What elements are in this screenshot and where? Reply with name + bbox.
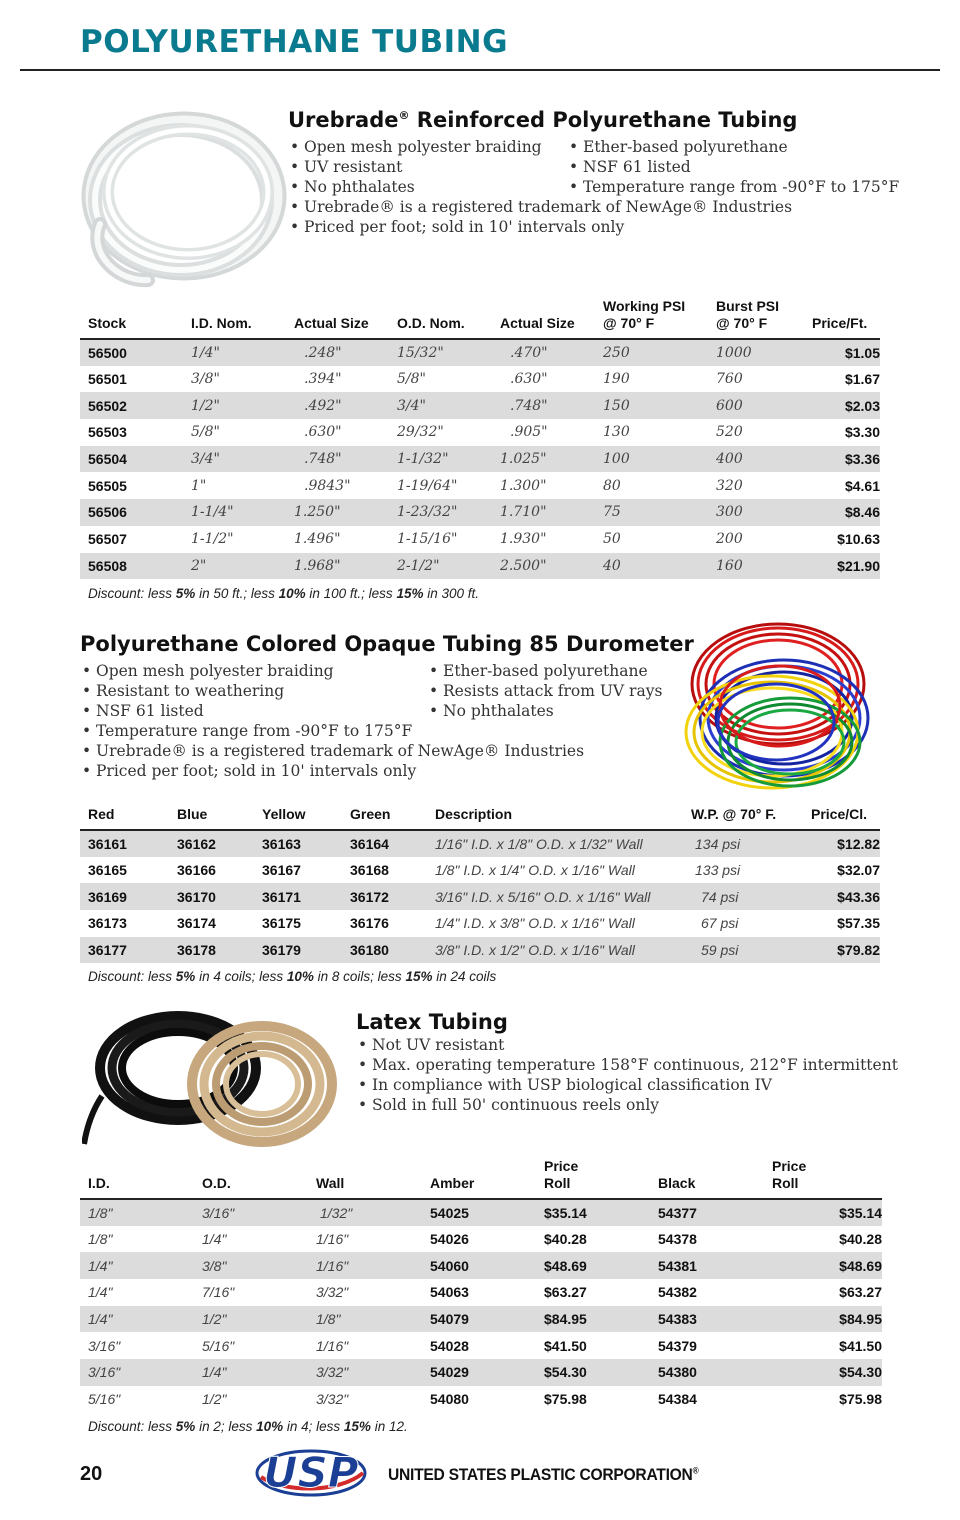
- cell-stock: 56506: [88, 504, 127, 521]
- cell: 1-1/2": [191, 531, 234, 548]
- col-header: O.D. Nom.: [397, 315, 465, 331]
- cell-price: $54.30: [544, 1364, 587, 1381]
- cell: 74 psi: [701, 888, 739, 905]
- cell-stock: 36180: [350, 942, 389, 959]
- cell-description: 1/8" I.D. x 1/4" O.D. x 1/16" Wall: [435, 862, 635, 879]
- cell: 1/2": [191, 397, 220, 414]
- bullet: • Temperature range from -90°F to 175°F: [82, 721, 584, 741]
- cell-price: $3.36: [844, 451, 880, 468]
- cell-stock: 36179: [262, 942, 301, 959]
- cell-price: $84.95: [839, 1311, 882, 1328]
- col-header: Green: [350, 806, 391, 822]
- cell: 3/8": [202, 1257, 227, 1274]
- urebrade-title: Urebrade® Reinforced Polyurethane Tubing: [288, 108, 798, 132]
- cell: 5/16": [202, 1337, 235, 1354]
- cell-price: $1.67: [844, 371, 880, 388]
- cell-stock: 56501: [88, 371, 127, 388]
- cell: 250: [603, 344, 630, 361]
- col-header: Wall: [316, 1175, 345, 1191]
- cell: .905": [510, 424, 548, 441]
- colored-bullets-right: [429, 661, 662, 721]
- cell-price: $4.61: [844, 477, 880, 494]
- title-rule: [20, 69, 940, 71]
- cell: .470": [510, 344, 548, 361]
- cell-stock: 54382: [658, 1284, 697, 1301]
- cell-stock: 36165: [88, 862, 127, 879]
- cell-price: $41.50: [544, 1337, 587, 1354]
- cell: 1/4": [88, 1311, 113, 1328]
- latex-tubing-coils-image: [82, 1004, 344, 1154]
- table-row: [80, 419, 880, 446]
- bullet: • No phthalates: [290, 177, 542, 197]
- col-header: Burst PSI @ 70° F: [716, 298, 780, 331]
- cell-stock: 56500: [88, 344, 127, 361]
- bullet: • NSF 61 listed: [82, 701, 334, 721]
- bullet: • Temperature range from -90°F to 175°F: [569, 177, 899, 197]
- cell: 29/32": [397, 424, 444, 441]
- cell-price: $40.28: [544, 1231, 587, 1248]
- col-header: Yellow: [262, 806, 306, 822]
- cell: 1/8": [88, 1231, 113, 1248]
- cell-price: $75.98: [544, 1391, 587, 1408]
- colored-bullets-left: [82, 661, 334, 721]
- bullet: • Resistant to weathering: [82, 681, 334, 701]
- cell: 1/8": [88, 1204, 113, 1221]
- table-row: [80, 857, 880, 884]
- cell: 5/16": [88, 1391, 121, 1408]
- colored-tubing-coils-image: [672, 614, 882, 806]
- cell-price: $40.28: [839, 1231, 882, 1248]
- table-row: [80, 553, 880, 580]
- cell-stock: 36169: [88, 888, 127, 905]
- cell-price: $84.95: [544, 1311, 587, 1328]
- cell: .492": [304, 397, 342, 414]
- cell-price: $41.50: [839, 1337, 882, 1354]
- cell-description: 1/4" I.D. x 3/8" O.D. x 1/16" Wall: [435, 915, 635, 932]
- cell: .9843": [304, 477, 351, 494]
- col-header: Amber: [430, 1175, 475, 1191]
- cell: .630": [304, 424, 342, 441]
- cell: 1.250": [294, 504, 341, 521]
- cell: 130: [603, 424, 630, 441]
- cell-price: $54.30: [839, 1364, 882, 1381]
- colored-title: Polyurethane Colored Opaque Tubing 85 Durometer: [80, 632, 694, 656]
- table-row: [80, 937, 880, 964]
- cell: 3/4": [191, 451, 220, 468]
- col-header: Price Roll: [772, 1158, 807, 1191]
- cell-stock: 56502: [88, 397, 127, 414]
- bullet: • Sold in full 50' continuous reels only: [358, 1095, 898, 1115]
- cell-description: 3/16" I.D. x 5/16" O.D. x 1/16" Wall: [435, 888, 651, 905]
- cell: .748": [510, 397, 548, 414]
- cell-price: $35.14: [839, 1204, 882, 1221]
- cell: 3/32": [316, 1364, 349, 1381]
- company-name: UNITED STATES PLASTIC CORPORATION®: [388, 1465, 699, 1484]
- cell: 59 psi: [701, 942, 739, 959]
- cell-price: $48.69: [544, 1257, 587, 1274]
- urebrade-discount: Discount: less 5% in 50 ft.; less 10% in 100 ft.; less 15% in 300 ft.: [88, 586, 480, 601]
- col-header: W.P. @ 70° F.: [691, 806, 777, 822]
- cell-stock: 54377: [658, 1204, 697, 1221]
- cell-price: $10.63: [837, 531, 880, 548]
- col-header: I.D. Nom.: [191, 315, 252, 331]
- cell-price: $8.46: [844, 504, 880, 521]
- colored-discount: Discount: less 5% in 4 coils; less 10% in 8 coils; less 15% in 24 coils: [88, 969, 497, 984]
- cell: 5/8": [191, 424, 220, 441]
- cell: .748": [304, 451, 342, 468]
- cell: 2.500": [500, 557, 547, 574]
- table-row: [80, 1359, 882, 1386]
- bullet: • Priced per foot; sold in 10' intervals only: [82, 761, 584, 781]
- table-row: [80, 1332, 882, 1359]
- cell: 1/4": [88, 1284, 113, 1301]
- colored-table: [80, 806, 880, 963]
- cell-stock: 56505: [88, 477, 127, 494]
- cell-stock: 36172: [350, 888, 389, 905]
- cell-stock: 36175: [262, 915, 301, 932]
- cell: 1.025": [500, 451, 547, 468]
- cell-description: 3/8" I.D. x 1/2" O.D. x 1/16" Wall: [435, 942, 635, 959]
- cell-stock: 56503: [88, 424, 127, 441]
- table-row: [80, 446, 880, 473]
- urebrade-table: [80, 298, 880, 579]
- cell-stock: 36171: [262, 888, 301, 905]
- table-row: [80, 1199, 882, 1226]
- cell-stock: 36174: [177, 915, 216, 932]
- cell: 320: [716, 477, 743, 494]
- cell: 1/8": [316, 1311, 341, 1328]
- cell-stock: 36166: [177, 862, 216, 879]
- cell-stock: 36176: [350, 915, 389, 932]
- bullet: • Priced per foot; sold in 10' intervals only: [290, 217, 792, 237]
- cell: 1/2": [202, 1311, 227, 1328]
- cell: 1/16": [316, 1337, 349, 1354]
- cell-stock: 54380: [658, 1364, 697, 1381]
- cell: .394": [304, 371, 342, 388]
- cell: 1.496": [294, 531, 341, 548]
- clear-tubing-coil-image: [78, 104, 290, 288]
- table-row: [80, 1279, 882, 1306]
- table-header-row: [80, 298, 880, 339]
- cell: 760: [716, 371, 743, 388]
- cell: 5/8": [397, 371, 426, 388]
- cell: 1": [191, 477, 207, 494]
- cell-price: $57.35: [837, 915, 880, 932]
- cell: 1.930": [500, 531, 547, 548]
- cell-stock: 36161: [88, 835, 127, 852]
- cell: 7/16": [202, 1284, 235, 1301]
- cell: 3/16": [88, 1364, 121, 1381]
- table-row: [80, 1226, 882, 1253]
- urebrade-bullets-full: [290, 197, 792, 237]
- cell-stock: 54028: [430, 1337, 469, 1354]
- latex-title: Latex Tubing: [356, 1010, 508, 1034]
- colored-bullets-full: [82, 721, 584, 781]
- col-header: Red: [88, 806, 115, 822]
- cell: 2-1/2": [397, 557, 440, 574]
- cell: 1.300": [500, 477, 547, 494]
- cell-stock: 36170: [177, 888, 216, 905]
- cell-stock: 54080: [430, 1391, 469, 1408]
- cell-price: $48.69: [839, 1257, 882, 1274]
- bullet: • Ether-based polyurethane: [429, 661, 662, 681]
- cell: 1/4": [191, 344, 220, 361]
- table-row: [80, 392, 880, 419]
- cell: 1-19/64": [397, 477, 458, 494]
- page-title: POLYURETHANE TUBING: [80, 24, 509, 60]
- cell: 1-23/32": [397, 504, 458, 521]
- cell: 600: [716, 397, 743, 414]
- cell: 1/4": [88, 1257, 113, 1274]
- cell: 1/4": [202, 1231, 227, 1248]
- cell: 67 psi: [701, 915, 739, 932]
- latex-bullets: [358, 1035, 898, 1115]
- cell: 1-15/16": [397, 531, 458, 548]
- cell-stock: 36173: [88, 915, 127, 932]
- cell-price: $3.30: [844, 424, 880, 441]
- cell-stock: 54381: [658, 1257, 697, 1274]
- col-header: Price Roll: [544, 1158, 579, 1191]
- cell-stock: 54063: [430, 1284, 469, 1301]
- urebrade-bullets-right: [569, 137, 899, 197]
- col-header: Description: [435, 806, 513, 822]
- table-row: [80, 830, 880, 857]
- col-header: Actual Size: [500, 315, 575, 331]
- table-row: [80, 366, 880, 393]
- col-header: Blue: [177, 806, 208, 822]
- cell-stock: 36163: [262, 835, 301, 852]
- cell-stock: 56504: [88, 451, 127, 468]
- cell: 3/32": [316, 1391, 349, 1408]
- cell: 80: [603, 477, 621, 494]
- cell-stock: 36162: [177, 835, 216, 852]
- bullet: • Ether-based polyurethane: [569, 137, 899, 157]
- cell: 400: [716, 451, 743, 468]
- cell-price: $63.27: [544, 1284, 587, 1301]
- cell: .248": [304, 344, 342, 361]
- cell: 75: [603, 504, 621, 521]
- cell-stock: 36168: [350, 862, 389, 879]
- col-header: Price/Ft.: [812, 315, 868, 331]
- cell: 160: [716, 557, 743, 574]
- cell: 150: [603, 397, 630, 414]
- cell: 1.710": [500, 504, 547, 521]
- cell: 1000: [716, 344, 752, 361]
- col-header: O.D.: [202, 1175, 231, 1191]
- table-row: [80, 1306, 882, 1333]
- bullet: • UV resistant: [290, 157, 542, 177]
- cell-stock: 54026: [430, 1231, 469, 1248]
- col-header: Price/Cl.: [811, 806, 868, 822]
- table-row: [80, 883, 880, 910]
- cell: 3/32": [316, 1284, 349, 1301]
- cell: 1-1/4": [191, 504, 234, 521]
- cell: 1/4": [202, 1364, 227, 1381]
- table-row: [80, 1252, 882, 1279]
- cell: 1.968": [294, 557, 341, 574]
- cell-price: $2.03: [844, 397, 880, 414]
- cell-description: 1/16" I.D. x 1/8" O.D. x 1/32" Wall: [435, 835, 643, 852]
- table-row: [80, 910, 880, 937]
- cell-stock: 54029: [430, 1364, 469, 1381]
- latex-table: [80, 1158, 882, 1413]
- cell: 3/16": [202, 1204, 235, 1221]
- cell: 1/16": [316, 1257, 349, 1274]
- cell: 15/32": [397, 344, 444, 361]
- table-row: [80, 472, 880, 499]
- cell: 100: [603, 451, 630, 468]
- latex-discount: Discount: less 5% in 2; less 10% in 4; less 15% in 12.: [88, 1419, 408, 1434]
- cell-stock: 36178: [177, 942, 216, 959]
- cell-stock: 54060: [430, 1257, 469, 1274]
- cell: 190: [603, 371, 630, 388]
- table-row: [80, 1386, 882, 1413]
- cell: 1-1/32": [397, 451, 449, 468]
- bullet: • Urebrade® is a registered trademark of NewAge® Industries: [290, 197, 792, 217]
- cell-price: $35.14: [544, 1204, 587, 1221]
- bullet: • In compliance with USP biological classification IV: [358, 1075, 898, 1095]
- cell-stock: 56507: [88, 531, 127, 548]
- usp-logo-text: USP: [263, 1448, 359, 1497]
- bullet: • Max. operating temperature 158°F continuous, 212°F intermittent: [358, 1055, 898, 1075]
- col-header: Actual Size: [294, 315, 369, 331]
- cell-stock: 36177: [88, 942, 127, 959]
- cell-price: $79.82: [837, 942, 880, 959]
- cell-price: $63.27: [839, 1284, 882, 1301]
- bullet: • Open mesh polyester braiding: [290, 137, 542, 157]
- cell: 3/4": [397, 397, 426, 414]
- bullet: • NSF 61 listed: [569, 157, 899, 177]
- page-number: 20: [80, 1463, 103, 1485]
- cell-stock: 54378: [658, 1231, 697, 1248]
- table-header-row: [80, 806, 880, 830]
- cell: 2": [191, 557, 207, 574]
- cell-price: $1.05: [844, 344, 880, 361]
- cell: 300: [716, 504, 743, 521]
- cell-stock: 36164: [350, 835, 389, 852]
- cell-stock: 36167: [262, 862, 301, 879]
- col-header: Stock: [88, 315, 127, 331]
- cell-stock: 54384: [658, 1391, 697, 1408]
- usp-logo-icon: [255, 1443, 367, 1499]
- cell: 200: [716, 531, 743, 548]
- cell: 134 psi: [695, 835, 741, 852]
- bullet: • No phthalates: [429, 701, 662, 721]
- table-row: [80, 499, 880, 526]
- table-header-row: [80, 1158, 882, 1199]
- cell: 520: [716, 424, 743, 441]
- urebrade-bullets-left: [290, 137, 542, 197]
- cell: 50: [603, 531, 621, 548]
- cell-price: $43.36: [837, 888, 880, 905]
- bullet: • Resists attack from UV rays: [429, 681, 662, 701]
- cell-stock: 54383: [658, 1311, 697, 1328]
- cell: 1/32": [320, 1204, 353, 1221]
- table-row: [80, 526, 880, 553]
- bullet: • Not UV resistant: [358, 1035, 898, 1055]
- cell-stock: 54079: [430, 1311, 469, 1328]
- cell: 1/16": [316, 1231, 349, 1248]
- table-row: [80, 339, 880, 366]
- col-header: Working PSI @ 70° F: [603, 298, 686, 331]
- cell-price: $75.98: [839, 1391, 882, 1408]
- cell-price: $32.07: [837, 862, 880, 879]
- cell: .630": [510, 371, 548, 388]
- cell: 133 psi: [695, 862, 741, 879]
- cell: 3/8": [191, 371, 220, 388]
- cell-price: $21.90: [837, 557, 880, 574]
- bullet: • Open mesh polyester braiding: [82, 661, 334, 681]
- cell: 40: [603, 557, 621, 574]
- col-header: I.D.: [88, 1175, 110, 1191]
- cell-price: $12.82: [837, 835, 880, 852]
- cell-stock: 56508: [88, 557, 127, 574]
- cell-stock: 54379: [658, 1337, 697, 1354]
- cell-stock: 54025: [430, 1204, 469, 1221]
- col-header: Black: [658, 1175, 696, 1191]
- cell: 3/16": [88, 1337, 121, 1354]
- bullet: • Urebrade® is a registered trademark of NewAge® Industries: [82, 741, 584, 761]
- cell: 1/2": [202, 1391, 227, 1408]
